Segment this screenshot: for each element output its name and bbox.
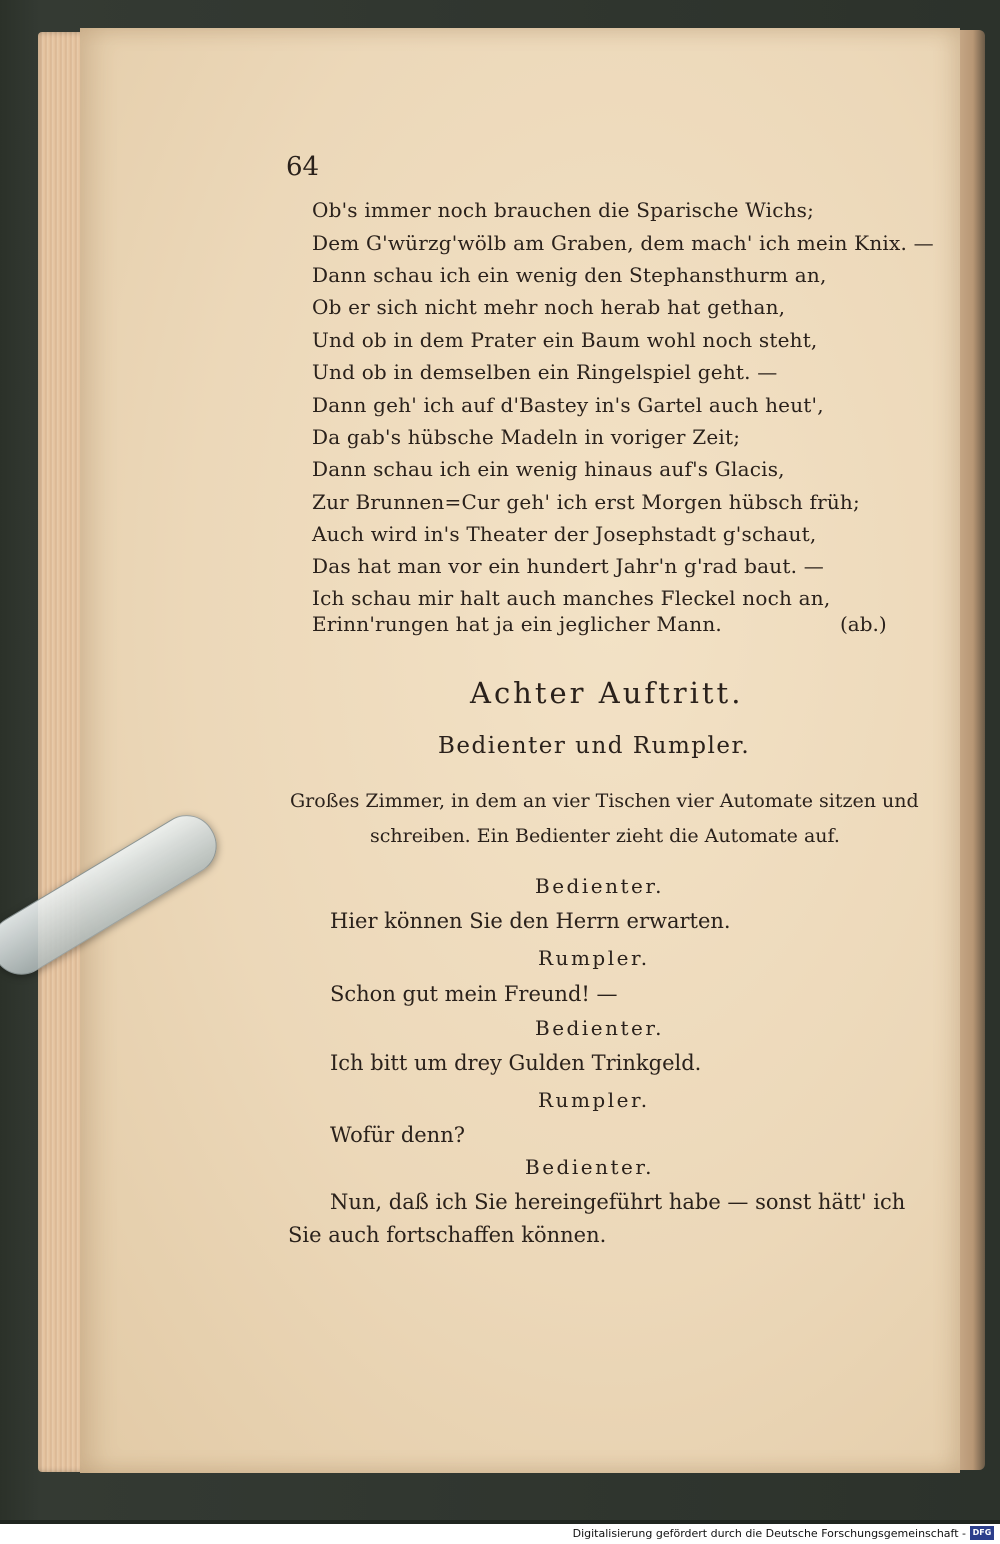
speech-line: Nun, daß ich Sie hereingeführt habe — sonst hätt' ich (330, 1190, 906, 1214)
verse-line: Zur Brunnen=Cur geh' ich erst Morgen hübsch früh; (312, 490, 860, 514)
speech-line: Sie auch fortschaffen können. (288, 1223, 607, 1247)
scene-title: Achter Auftritt. (470, 676, 744, 710)
speech-line: Hier können Sie den Herrn erwarten. (330, 909, 731, 933)
verse-line: Dann schau ich ein wenig hinaus auf's Glacis, (312, 457, 785, 481)
verse-line: Auch wird in's Theater der Josephstadt g'schaut, (312, 522, 817, 546)
speech-line: Schon gut mein Freund! — (330, 982, 618, 1006)
verse-line: Dem G'würzg'wölb am Graben, dem mach' ich mein Knix. — (312, 231, 934, 255)
stage-direction-line: Großes Zimmer, in dem an vier Tischen vier Automate sitzen und (290, 790, 919, 812)
speaker-name: Bedienter. (535, 1016, 665, 1040)
speaker-name: Rumpler. (538, 946, 650, 970)
verse-line: Ich schau mir halt auch manches Fleckel noch an, (312, 586, 831, 610)
speaker-name: Bedienter. (535, 874, 665, 898)
verse-line: Da gab's hübsche Madeln in voriger Zeit; (312, 425, 741, 449)
page-number: 64 (286, 152, 320, 182)
verse-line: Und ob in dem Prater ein Baum wohl noch steht, (312, 328, 818, 352)
footer-credit: Digitalisierung gefördert durch die Deutsche Forschungsgemeinschaft - (572, 1527, 966, 1540)
speaker-name: Rumpler. (538, 1088, 650, 1112)
verse-line: Das hat man vor ein hundert Jahr'n g'rad baut. — (312, 554, 824, 578)
verse-line: Erinn'rungen hat ja ein jeglicher Mann. (312, 612, 722, 636)
exit-direction: (ab.) (840, 612, 887, 636)
speech-line: Ich bitt um drey Gulden Trinkgeld. (330, 1051, 702, 1075)
verse-line: Ob er sich nicht mehr noch herab hat gethan, (312, 295, 786, 319)
scene-cast: Bedienter und Rumpler. (438, 733, 751, 759)
verse-line: Dann geh' ich auf d'Bastey in's Gartel auch heut', (312, 393, 824, 417)
verse-line: Dann schau ich ein wenig den Stephansthurm an, (312, 263, 827, 287)
verse-line: Und ob in demselben ein Ringelspiel geht. — (312, 360, 778, 384)
speech-line: Wofür denn? (330, 1123, 465, 1147)
speaker-name: Bedienter. (525, 1155, 655, 1179)
verse-line: Ob's immer noch brauchen die Sparische Wichs; (312, 198, 815, 222)
stage-direction-line: schreiben. Ein Bedienter zieht die Automate auf. (370, 825, 840, 847)
dfg-logo: DFG (970, 1526, 994, 1540)
